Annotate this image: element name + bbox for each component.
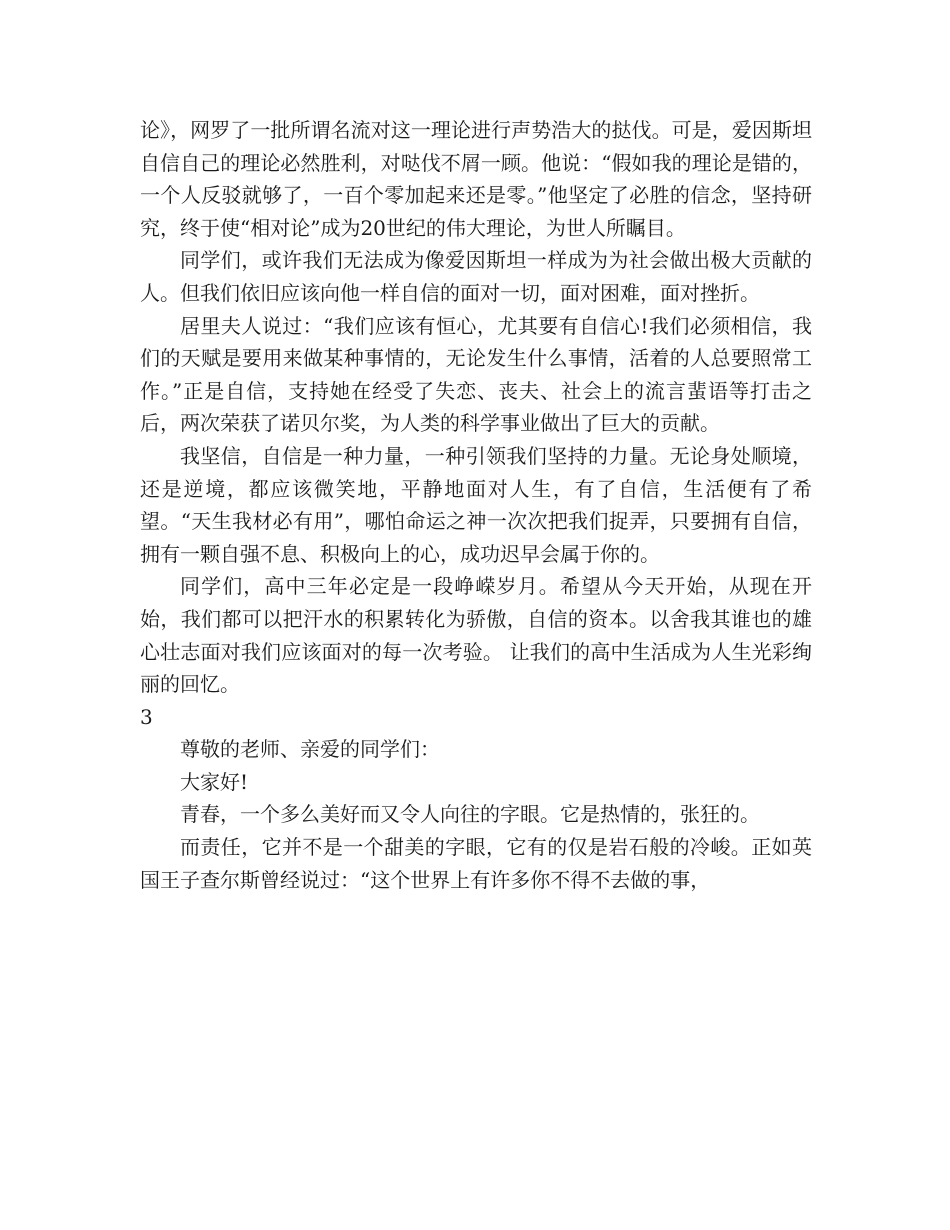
section-number: 3: [140, 704, 153, 729]
paragraph-youth: 青春，一个多么美好而又令人向往的字眼。它是热情的，张狂的。: [180, 802, 760, 827]
paragraph-classmates-confidence: 同学们，或许我们无法成为像爱因斯坦一样成为为社会做出极大贡献的人。但我们依旧应该向他一样自信的面对一切，面对困难，面对挫折。: [140, 248, 812, 305]
paragraph-einstein-continued: 论》，网罗了一批所谓名流对这一理论进行声势浩大的挞伐。可是，爱因斯坦自信自己的理论必然胜利，对哒伐不屑一顾。他说：“假如我的理论是错的，一个人反驳就够了，一百个零加起来还是零。”他坚定了必胜的信念，坚持研究，终于使“相对论”成为20世纪的伟大理论，为世人所瞩目。: [140, 118, 812, 240]
paragraph-confidence-power: 我坚信，自信是一种力量，一种引领我们坚持的力量。无论身处顺境，还是逆境，都应该微笑地，平静地面对人生，有了自信，生活便有了希望。“天生我材必有用”，哪怕命运之神一次次把我们捉弄，只要拥有自信，拥有一颗自强不息、积极向上的心，成功迟早会属于你的。: [140, 443, 812, 566]
paragraph-curie-quote: 居里夫人说过：“我们应该有恒心，尤其要有自信心!我们必须相信，我们的天赋是要用来做某种事情的，无论发生什么事情，活着的人总要照常工作。”正是自信，支持她在经受了失恋、丧夫、社会上的流言蜚语等打击之后，两次荣获了诺贝尔奖，为人类的科学事业做出了巨大的贡献。: [140, 313, 812, 436]
paragraph-high-school-years: 同学们，高中三年必定是一段峥嵘岁月。希望从今天开始，从现在开始，我们都可以把汗水的积累转化为骄傲，自信的资本。以舍我其谁也的雄心壮志面对我们应该面对的每一次考验。 让我们的高中生活成为人生光彩绚丽的回忆。: [140, 574, 812, 697]
paragraph-responsibility: 而责任，它并不是一个甜美的字眼，它有的仅是岩石般的冷峻。正如英国王子查尔斯曾经说过：“这个世界上有许多你不得不去做的事，: [140, 835, 812, 892]
document-page: [140, 114, 812, 896]
speech-salutation: 尊敬的老师、亲爱的同学们：: [180, 737, 440, 762]
speech-greeting: 大家好!: [180, 769, 249, 794]
